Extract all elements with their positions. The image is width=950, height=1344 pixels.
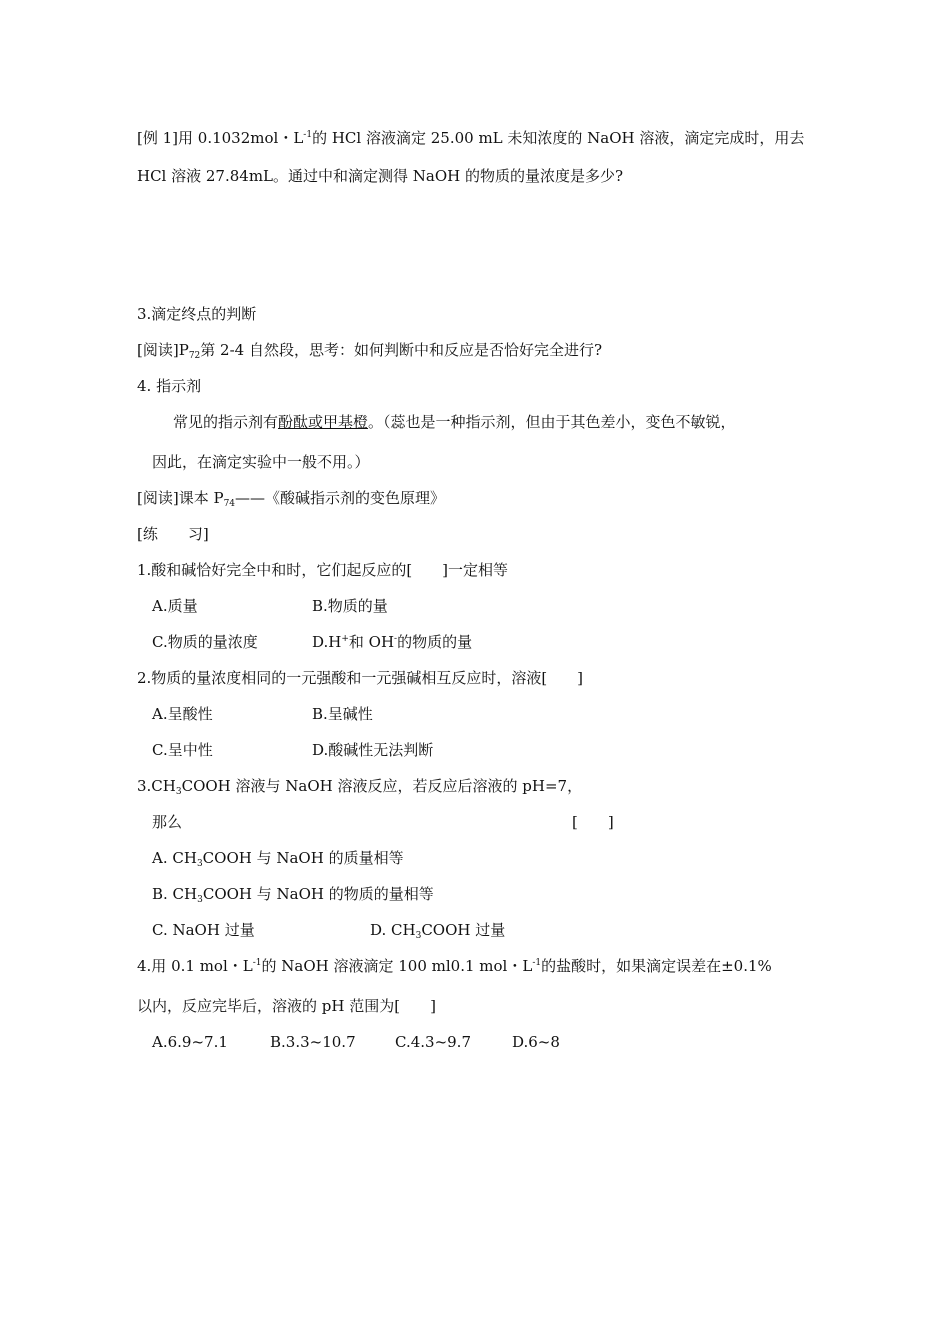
question-4-stem-2: 以内，反应完毕后，溶液的 pH 范围为[ ] bbox=[137, 997, 436, 1015]
q1-option-a: A.质量 bbox=[152, 597, 198, 615]
option-text: COOH 与 NaOH 的质量相等 bbox=[202, 849, 404, 867]
superscript: -1 bbox=[252, 958, 262, 968]
question-text: 的 NaOH 溶液滴定 100 ml0.1 mol・L bbox=[261, 957, 533, 975]
question-4-stem bbox=[137, 956, 772, 976]
option-text: B. CH bbox=[152, 885, 198, 903]
question-1-stem: 1.酸和碱恰好完全中和时，它们起反应的[ ]一定相等 bbox=[137, 561, 509, 579]
example-line-1 bbox=[137, 128, 804, 148]
q3-option-a bbox=[152, 848, 404, 868]
q2-option-d: D.酸碱性无法判断 bbox=[312, 741, 434, 759]
q3-option-c: C. NaOH 过量 bbox=[152, 921, 255, 939]
reading-text: [阅读]P bbox=[137, 341, 189, 359]
q4-option-c: C.4.3~9.7 bbox=[395, 1033, 471, 1051]
q1-option-d bbox=[312, 632, 472, 652]
option-text: A. CH bbox=[152, 849, 197, 867]
q1-option-b: B.物质的量 bbox=[312, 597, 388, 615]
subscript: 3 bbox=[196, 859, 203, 869]
option-text: COOH 与 NaOH 的物质的量相等 bbox=[202, 885, 434, 903]
section-4-reading bbox=[137, 488, 445, 508]
example-text: 的 HCl 溶液滴定 25.00 mL 未知浓度的 NaOH 溶液，滴定完成时，用去 bbox=[312, 129, 805, 147]
reading-text: ——《酸碱指示剂的变色原理》 bbox=[235, 489, 446, 507]
superscript: -1 bbox=[303, 130, 313, 140]
reading-text: [阅读]课本 P bbox=[137, 489, 224, 507]
paragraph-text: 常见的指示剂有 bbox=[173, 413, 279, 431]
superscript: -1 bbox=[532, 958, 542, 968]
q3-option-d bbox=[370, 920, 505, 940]
section-3-reading bbox=[137, 340, 602, 360]
q4-option-d: D.6~8 bbox=[512, 1033, 560, 1051]
q4-option-b: B.3.3~10.7 bbox=[270, 1033, 356, 1051]
question-text: 3.CH bbox=[137, 777, 176, 795]
option-text: 的物质的量 bbox=[397, 633, 473, 651]
q3-option-b bbox=[152, 884, 434, 904]
underlined-term: 酚酞或甲基橙 bbox=[278, 413, 369, 431]
example-line-2: HCl 溶液 27.84mL。通过中和滴定测得 NaOH 的物质的量浓度是多少? bbox=[137, 167, 624, 185]
subscript: 3 bbox=[415, 931, 422, 941]
option-text: COOH 过量 bbox=[421, 921, 506, 939]
q1-option-c: C.物质的量浓度 bbox=[152, 633, 258, 651]
subscript: 3 bbox=[197, 895, 203, 905]
q4-option-a: A.6.9~7.1 bbox=[152, 1033, 228, 1051]
q2-option-a: A.呈酸性 bbox=[152, 705, 213, 723]
q2-option-b: B.呈碱性 bbox=[312, 705, 373, 723]
subscript: 72 bbox=[188, 351, 201, 361]
subscript: 3 bbox=[175, 787, 182, 797]
section-3-heading: 3.滴定终点的判断 bbox=[137, 305, 257, 323]
question-3-stem-2: 那么 bbox=[152, 813, 183, 831]
question-text: COOH 溶液与 NaOH 溶液反应，若反应后溶液的 pH=7， bbox=[181, 777, 583, 795]
section-4-heading: 4. 指示剂 bbox=[137, 377, 202, 395]
answer-bracket: [ ] bbox=[572, 813, 614, 831]
superscript: - bbox=[394, 634, 398, 644]
question-2-stem: 2.物质的量浓度相同的一元强酸和一元强碱相互反应时，溶液[ ] bbox=[137, 669, 584, 687]
indicator-paragraph-line-2: 因此，在滴定实验中一般不用。） bbox=[152, 453, 370, 471]
option-text: D.H bbox=[312, 633, 342, 651]
question-text: 4.用 0.1 mol・L bbox=[137, 957, 253, 975]
option-text: D. CH bbox=[370, 921, 416, 939]
reading-text: 第 2-4 自然段，思考：如何判断中和反应是否恰好完全进行? bbox=[200, 341, 603, 359]
subscript: 74 bbox=[223, 499, 236, 509]
superscript: + bbox=[341, 634, 349, 644]
option-text: 和 OH bbox=[348, 633, 395, 651]
indicator-paragraph-line-1 bbox=[173, 412, 736, 432]
practice-heading: [练 习] bbox=[137, 525, 209, 543]
question-3-stem bbox=[137, 776, 582, 796]
question-text: 的盐酸时，如果滴定误差在±0.1% bbox=[541, 957, 772, 975]
q2-option-c: C.呈中性 bbox=[152, 741, 213, 759]
example-text: [例 1]用 0.1032mol・L bbox=[137, 129, 304, 147]
paragraph-text: 。（蕊也是一种指示剂，但由于其色差小，变色不敏锐， bbox=[368, 413, 736, 431]
